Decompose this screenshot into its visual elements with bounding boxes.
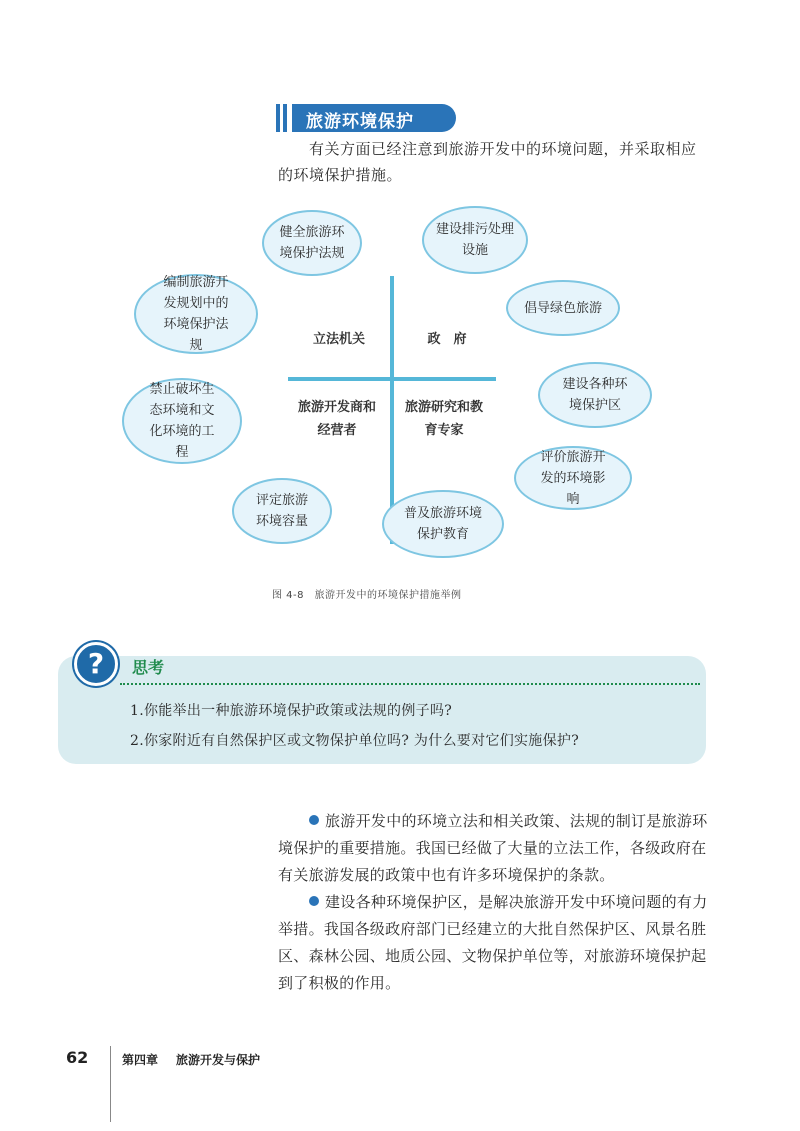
body-paragraph — [278, 889, 710, 997]
measure-bubble: 评价旅游开发的环境影响 — [514, 446, 632, 510]
paragraph-text: 旅游开发中的环境立法和相关政策、法规的制订是旅游环境保护的重要措施。我国已经做了大量的立法工作，各级政府在有关旅游发展的政策中也有许多环境保护的条款。 — [278, 812, 708, 884]
think-title: 思考 — [132, 658, 165, 677]
body-paragraph — [278, 808, 710, 889]
measure-bubble: 评定旅游环境容量 — [232, 478, 332, 544]
figure-caption: 图 4-8 旅游开发中的环境保护措施举例 — [272, 590, 462, 601]
measure-bubble: 健全旅游环境保护法规 — [262, 210, 362, 276]
chapter-label: 第四章 — [122, 1053, 159, 1067]
section-title: 旅游环境保护 — [306, 112, 414, 132]
paragraph-text: 建设各种环境保护区，是解决旅游开发中环境问题的有力举措。我国各级政府部门已经建立的大批自然保护区、风景名胜区、森林公园、地质公园、文物保护单位等，对旅游环境保护起到了积极的作用。 — [278, 893, 708, 992]
measure-bubble: 建设排污处理设施 — [422, 206, 528, 274]
header-bar — [283, 104, 287, 132]
quadrant-experts: 旅游研究和教育专家 — [404, 400, 483, 438]
question-mark-icon: ? — [74, 642, 118, 686]
measure-bubble: 禁止破坏生态环境和文化环境的工程 — [122, 378, 242, 464]
think-divider — [120, 683, 700, 685]
page-number: 62 — [66, 1048, 89, 1067]
section-header — [276, 104, 456, 132]
intro-paragraph: 有关方面已经注意到旅游开发中的环境问题，并采取相应的环境保护措施。 — [278, 140, 697, 184]
footer-divider — [110, 1046, 111, 1122]
diagram-cross-horizontal — [288, 377, 496, 381]
measure-bubble: 建设各种环境保护区 — [538, 362, 652, 428]
measure-bubble: 普及旅游环境保护教育 — [382, 490, 504, 558]
bullet-icon — [309, 896, 319, 906]
quadrant-legislature: 立法机关 — [312, 332, 365, 347]
quadrant-government: 政 府 — [427, 332, 467, 347]
measure-bubble: 倡导绿色旅游 — [506, 280, 620, 336]
measure-bubble: 编制旅游开发规划中的环境保护法规 — [134, 274, 258, 354]
think-question: 1.你能举出一种旅游环境保护政策或法规的例子吗? — [130, 703, 453, 719]
header-bar — [276, 104, 280, 132]
bullet-icon — [309, 815, 319, 825]
quadrant-developers: 旅游开发商和经营者 — [297, 400, 376, 438]
chapter-title: 旅游开发与保护 — [176, 1053, 261, 1067]
think-question: 2.你家附近有自然保护区或文物保护单位吗? 为什么要对它们实施保护? — [130, 733, 580, 749]
